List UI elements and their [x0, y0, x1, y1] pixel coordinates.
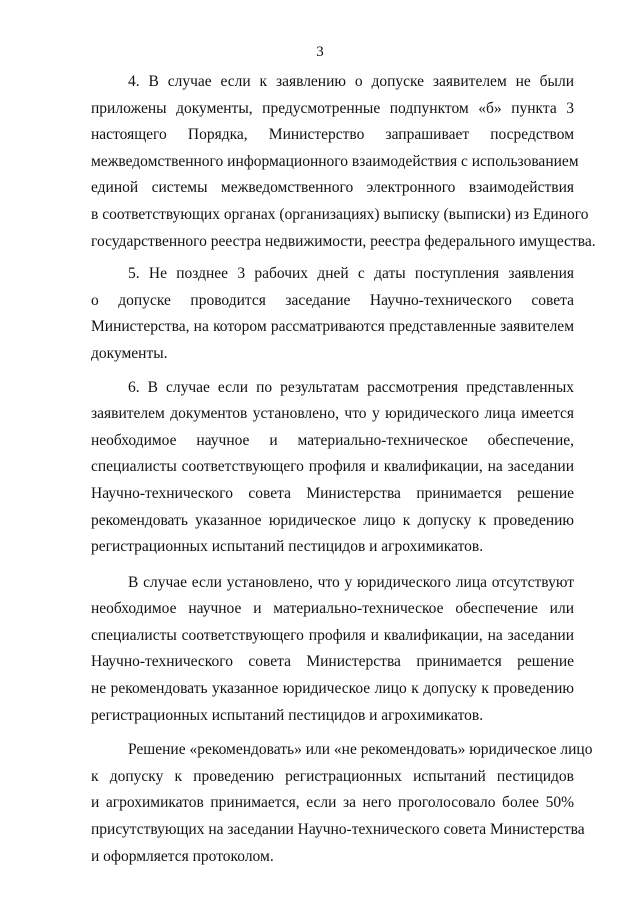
text-line: заявителем документов установлено, что у юридического лица имеется: [91, 405, 574, 423]
text-line: государственного реестра недвижимости, реестра федерального имущества.: [91, 232, 596, 250]
text-line: межведомственного информационного взаимодействия с использованием: [91, 152, 579, 170]
paragraph-4-missing-documents: [91, 69, 596, 255]
text-line: 5. Не позднее 3 рабочих дней с даты поступления заявления: [128, 265, 574, 283]
text-line: Решение «рекомендовать» или «не рекомендовать» юридическое лицо: [128, 741, 593, 759]
paragraph-5-council-meeting: [91, 261, 574, 367]
paragraph-voting-rule: [91, 737, 593, 870]
text-line: документы.: [91, 344, 168, 362]
text-line: настоящего Порядка, Министерство запрашивает посредством: [91, 126, 574, 144]
text-line: 4. В случае если к заявлению о допуске заявителем не были: [128, 73, 574, 90]
paragraph-not-recommend-decision: [91, 570, 574, 730]
text-line: 6. В случае если по результатам рассмотрения представленных: [128, 378, 574, 396]
text-line: единой системы межведомственного электронного взаимодействия: [91, 179, 574, 197]
text-line: присутствующих на заседании Научно-технического совета Министерства: [91, 821, 585, 839]
text-line: специалисты соответствующего профиля и квалификации, на заседании: [91, 458, 574, 476]
text-line: не рекомендовать указанное юридическое лицо к допуску к проведению: [91, 680, 574, 698]
text-line: необходимое научное и материально-техническое обеспечение или: [91, 600, 574, 618]
document-body: [91, 69, 596, 877]
text-line: о допуске проводится заседание Научно-технического совета: [91, 291, 574, 309]
text-line: регистрационных испытаний пестицидов и агрохимикатов.: [91, 706, 484, 724]
text-line: специалисты соответствующего профиля и квалификации, на заседании: [91, 626, 574, 644]
text-line: необходимое научное и материально-техническое обеспечение,: [91, 431, 574, 449]
text-line: Министерства, на котором рассматриваются представленные заявителем: [91, 318, 574, 336]
text-line: в соответствующих органах (организациях) выписку (выписки) из Единого: [91, 205, 589, 223]
text-line: В случае если установлено, что у юридического лица отсутствуют: [128, 573, 574, 591]
text-line: приложены документы, предусмотренные подпунктом «б» пункта 3: [91, 99, 574, 117]
text-line: к допуску к проведению регистрационных испытаний пестицидов: [91, 767, 574, 785]
text-line: Научно-технического совета Министерства принимается решение: [91, 653, 574, 671]
text-line: Научно-технического совета Министерства принимается решение: [91, 484, 574, 502]
text-line: и агрохимикатов принимается, если за него проголосовало более 50%: [91, 794, 574, 812]
text-line: рекомендовать указанное юридическое лицо к допуску к проведению: [91, 511, 574, 529]
text-line: регистрационных испытаний пестицидов и агрохимикатов.: [91, 538, 484, 556]
page-number: 3: [316, 44, 324, 60]
text-line: и оформляется протоколом.: [91, 847, 274, 865]
paragraph-6-recommend-decision: [91, 375, 574, 561]
